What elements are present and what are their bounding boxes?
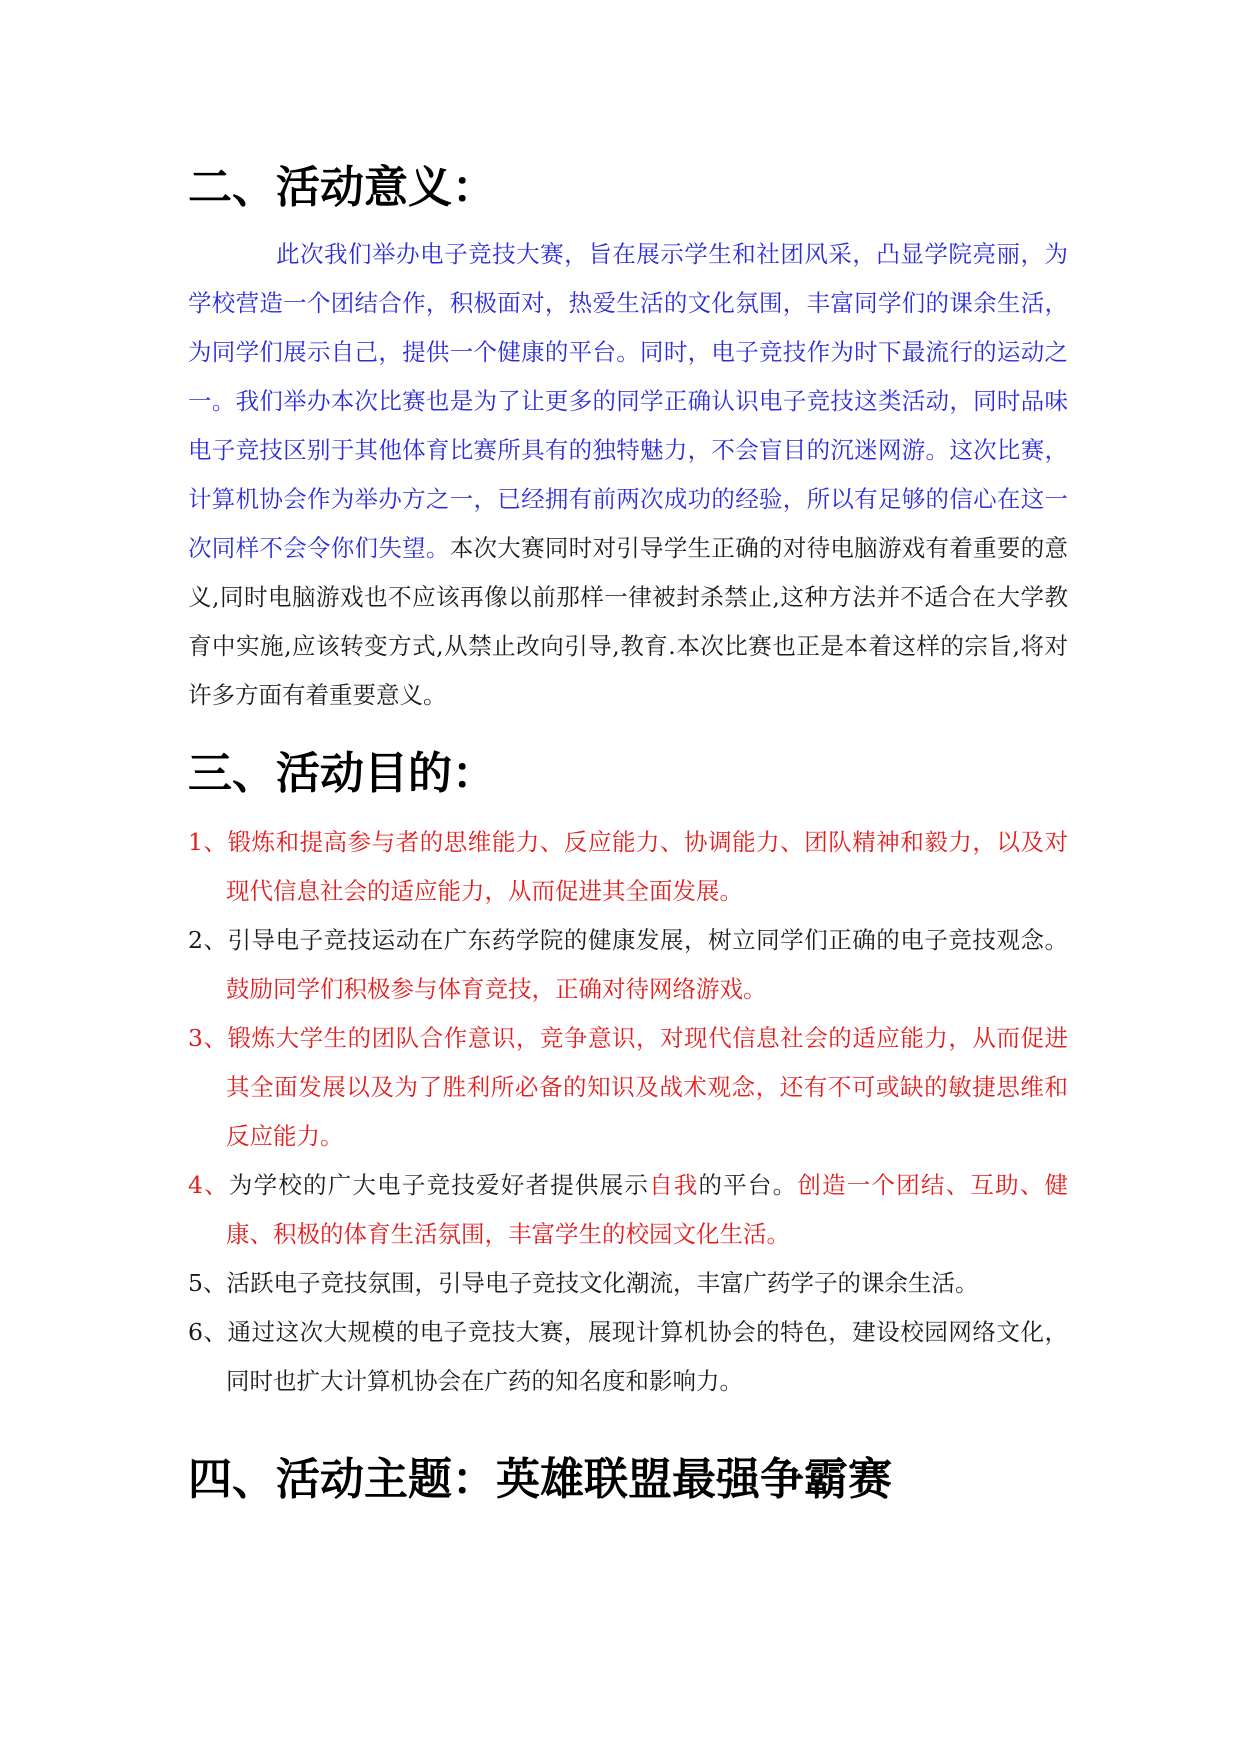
section-heading-theme: 四、活动主题：英雄联盟最强争霸赛 <box>188 1454 892 1505</box>
purpose-item-4-text: 为学校的广大电子竞技爱好者提供展示 <box>228 1171 650 1199</box>
purpose-item-2-highlight: 鼓励同学们积极参与体育竞技，正确对待网络游戏。 <box>226 975 767 1003</box>
purpose-item-4 <box>188 1161 1068 1259</box>
purpose-item-5 <box>188 1259 1068 1308</box>
purpose-item-6-text: 6、通过这次大规模的电子竞技大赛，展现计算机协会的特色，建设校园网络文化，同时也扩大计算机协会在广药的知名度和影响力。 <box>188 1318 1068 1395</box>
purpose-item-6 <box>188 1308 1068 1406</box>
purpose-item-1 <box>188 818 1068 916</box>
purpose-item-4-highlight: 创造一个团结、互助、健康、积极的体育生活氛围，丰富学生的校园文化生活。 <box>226 1171 1069 1248</box>
purpose-item-1-text: 1、锻炼和提高参与者的思维能力、反应能力、协调能力、团队精神和毅力，以及对现代信息社会的适应能力，从而促进其全面发展。 <box>188 828 1068 905</box>
purpose-item-2-text: 2、引导电子竞技运动在广东药学院的健康发展，树立同学们正确的电子竞技观念。 <box>188 926 1068 954</box>
purpose-list <box>188 818 1068 1406</box>
purpose-item-3-text: 3、锻炼大学生的团队合作意识，竞争意识，对现代信息社会的适应能力，从而促进其全面发展以及为了胜利所必备的知识及战术观念，还有不可或缺的敏捷思维和反应能力。 <box>188 1024 1068 1150</box>
purpose-item-4-number: 4、 <box>188 1171 229 1199</box>
section-heading-significance: 二、活动意义： <box>188 162 496 213</box>
purpose-item-2 <box>188 916 1068 1014</box>
section-heading-purpose: 三、活动目的： <box>188 748 496 799</box>
purpose-item-3 <box>188 1014 1068 1161</box>
purpose-item-5-text: 5、活跃电子竞技氛围，引导电子竞技文化潮流，丰富广药学子的课余生活。 <box>188 1269 979 1297</box>
purpose-item-4-text-b: 的平台。 <box>698 1171 798 1199</box>
significance-text-blue: 此次我们举办电子竞技大赛，旨在展示学生和社团风采，凸显学院亮丽，为学校营造一个团结合作，积极面对，热爱生活的文化氛围，丰富同学们的课余生活，为同学们展示自己，提供一个健康的平台。同时，电子竞技作为时下最流行的运动之一。我们举办本次比赛也是为了让更多的同学正确认识电子竞技这类活动，同时品味电子竞技区别于其他体育比赛所具有的独特魅力，不会盲目的沉迷网游。这次比赛，计算机协会作为举办方之一，已经拥有前两次成功的经验，所以有足够的信心在这一次同样不会令你们失望。 <box>188 240 1068 562</box>
significance-paragraph <box>188 230 1068 720</box>
purpose-item-4-highlight-self: 自我 <box>649 1171 699 1199</box>
significance-text-dark: 本次大赛同时对引导学生正确的对待电脑游戏有着重要的意义,同时电脑游戏也不应该再像以前那样一律被封杀禁止,这种方法并不适合在大学教育中实施,应该转变方式,从禁止改向引导,教育.本次比赛也正是本着这样的宗旨,将对许多方面有着重要意义。 <box>188 534 1069 709</box>
